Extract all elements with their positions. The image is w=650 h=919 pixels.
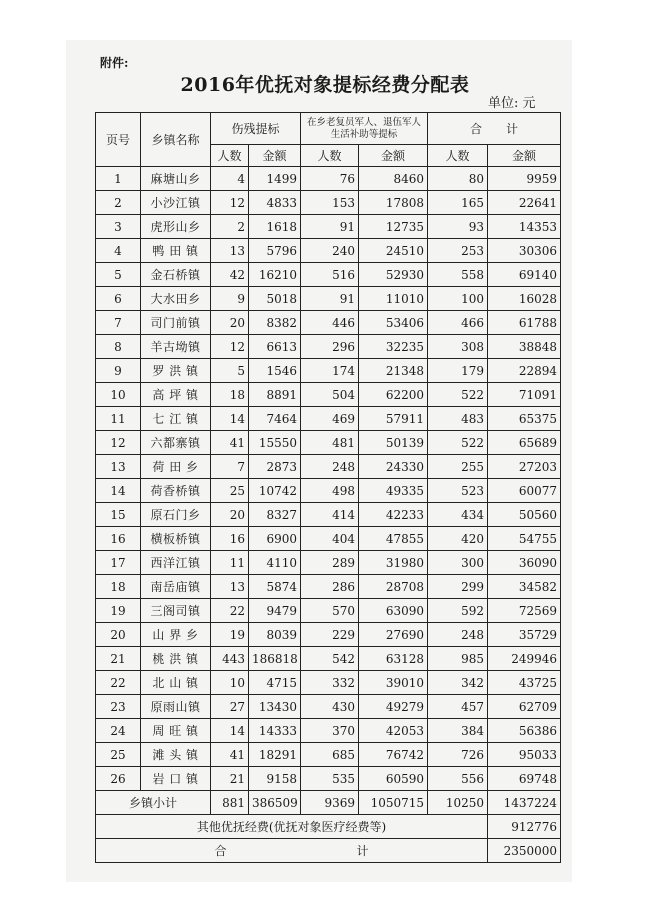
veterans-amount-cell: 31980 bbox=[359, 551, 428, 575]
veterans-people-cell: 469 bbox=[301, 407, 359, 431]
table-row bbox=[96, 191, 561, 215]
veterans-amount-cell: 52930 bbox=[359, 263, 428, 287]
total-people-cell: 93 bbox=[428, 215, 488, 239]
total-people-cell: 255 bbox=[428, 455, 488, 479]
table-row bbox=[96, 695, 561, 719]
total-amount-cell: 65375 bbox=[488, 407, 561, 431]
total-people-cell: 253 bbox=[428, 239, 488, 263]
veterans-people-cell: 174 bbox=[301, 359, 359, 383]
page-no-cell: 2 bbox=[96, 191, 141, 215]
veterans-people-cell: 446 bbox=[301, 311, 359, 335]
veterans-amount-cell: 49335 bbox=[359, 479, 428, 503]
veterans-people-cell: 685 bbox=[301, 743, 359, 767]
veterans-amount-cell: 27690 bbox=[359, 623, 428, 647]
total-people-cell: 100 bbox=[428, 287, 488, 311]
table-row bbox=[96, 383, 561, 407]
header-group-disabled: 伤残提标 bbox=[211, 113, 301, 145]
total-people-cell: 179 bbox=[428, 359, 488, 383]
total-amount-cell: 56386 bbox=[488, 719, 561, 743]
town-name-cell: 司门前镇 bbox=[141, 311, 211, 335]
total-amount-cell: 95033 bbox=[488, 743, 561, 767]
total-people-cell: 523 bbox=[428, 479, 488, 503]
total-amount-cell: 65689 bbox=[488, 431, 561, 455]
town-name-cell: 麻塘山乡 bbox=[141, 167, 211, 191]
veterans-people-cell: 286 bbox=[301, 575, 359, 599]
veterans-amount-cell: 24510 bbox=[359, 239, 428, 263]
page-no-cell: 25 bbox=[96, 743, 141, 767]
town-name-cell: 南岳庙镇 bbox=[141, 575, 211, 599]
town-name-cell: 虎形山乡 bbox=[141, 215, 211, 239]
table-row bbox=[96, 719, 561, 743]
town-name-cell: 大水田乡 bbox=[141, 287, 211, 311]
table-row bbox=[96, 215, 561, 239]
page-no-cell: 26 bbox=[96, 767, 141, 791]
total-amount-cell: 9959 bbox=[488, 167, 561, 191]
disabled-amount-cell: 4110 bbox=[249, 551, 301, 575]
disabled-amount-cell: 1546 bbox=[249, 359, 301, 383]
total-people-cell: 457 bbox=[428, 695, 488, 719]
veterans-amount-cell: 62200 bbox=[359, 383, 428, 407]
total-amount-cell: 22641 bbox=[488, 191, 561, 215]
table-row bbox=[96, 287, 561, 311]
disabled-people-cell: 4 bbox=[211, 167, 249, 191]
page-no-cell: 16 bbox=[96, 527, 141, 551]
other-funding-label: 其他优抚经费(优抚对象医疗经费等) bbox=[96, 815, 488, 839]
total-people-cell: 556 bbox=[428, 767, 488, 791]
veterans-amount-cell: 8460 bbox=[359, 167, 428, 191]
header-group-veterans: 在乡老复员军人、退伍军人生活补助等提标 bbox=[301, 113, 428, 145]
page-no-cell: 3 bbox=[96, 215, 141, 239]
total-amount-cell: 34582 bbox=[488, 575, 561, 599]
disabled-people-cell: 11 bbox=[211, 551, 249, 575]
disabled-amount-cell: 6613 bbox=[249, 335, 301, 359]
allocation-table bbox=[95, 112, 561, 863]
page-no-cell: 23 bbox=[96, 695, 141, 719]
veterans-people-cell: 498 bbox=[301, 479, 359, 503]
veterans-people-cell: 91 bbox=[301, 287, 359, 311]
page-no-cell: 19 bbox=[96, 599, 141, 623]
disabled-amount-cell: 8891 bbox=[249, 383, 301, 407]
total-amount-cell: 43725 bbox=[488, 671, 561, 695]
total-amount-cell: 61788 bbox=[488, 311, 561, 335]
disabled-people-cell: 9 bbox=[211, 287, 249, 311]
total-amount-cell: 38848 bbox=[488, 335, 561, 359]
total-amount-cell: 14353 bbox=[488, 215, 561, 239]
disabled-people-cell: 21 bbox=[211, 767, 249, 791]
attachment-label: 附件: bbox=[100, 56, 129, 70]
table-row bbox=[96, 623, 561, 647]
disabled-amount-cell: 6900 bbox=[249, 527, 301, 551]
page-no-cell: 11 bbox=[96, 407, 141, 431]
veterans-amount-cell: 39010 bbox=[359, 671, 428, 695]
disabled-amount-cell: 4715 bbox=[249, 671, 301, 695]
disabled-amount-cell: 5796 bbox=[249, 239, 301, 263]
disabled-people-cell: 443 bbox=[211, 647, 249, 671]
total-people-cell: 248 bbox=[428, 623, 488, 647]
table-row bbox=[96, 767, 561, 791]
total-amount-cell: 62709 bbox=[488, 695, 561, 719]
disabled-amount-cell: 14333 bbox=[249, 719, 301, 743]
total-people-cell: 308 bbox=[428, 335, 488, 359]
town-name-cell: 鸭 田 镇 bbox=[141, 239, 211, 263]
veterans-people-cell: 535 bbox=[301, 767, 359, 791]
town-name-cell: 西洋江镇 bbox=[141, 551, 211, 575]
veterans-amount-cell: 24330 bbox=[359, 455, 428, 479]
page-no-cell: 9 bbox=[96, 359, 141, 383]
disabled-amount-cell: 1618 bbox=[249, 215, 301, 239]
total-people-cell: 522 bbox=[428, 431, 488, 455]
header-veterans-amount: 金额 bbox=[359, 145, 428, 167]
veterans-people-cell: 289 bbox=[301, 551, 359, 575]
disabled-people-cell: 41 bbox=[211, 431, 249, 455]
page-title: 2016年优抚对象提标经费分配表 bbox=[180, 74, 470, 96]
page-no-cell: 1 bbox=[96, 167, 141, 191]
veterans-amount-cell: 63128 bbox=[359, 647, 428, 671]
disabled-people-cell: 41 bbox=[211, 743, 249, 767]
disabled-people-cell: 14 bbox=[211, 407, 249, 431]
table-row bbox=[96, 263, 561, 287]
page-no-cell: 24 bbox=[96, 719, 141, 743]
table-row bbox=[96, 551, 561, 575]
total-amount-cell: 60077 bbox=[488, 479, 561, 503]
veterans-amount-cell: 50139 bbox=[359, 431, 428, 455]
table-row bbox=[96, 479, 561, 503]
town-name-cell: 滩 头 镇 bbox=[141, 743, 211, 767]
veterans-amount-cell: 17808 bbox=[359, 191, 428, 215]
veterans-people-cell: 504 bbox=[301, 383, 359, 407]
total-people-cell: 558 bbox=[428, 263, 488, 287]
subtotal-label: 乡镇小计 bbox=[96, 791, 211, 815]
page-no-cell: 18 bbox=[96, 575, 141, 599]
total-people-cell: 299 bbox=[428, 575, 488, 599]
town-name-cell: 六都寨镇 bbox=[141, 431, 211, 455]
total-amount-cell: 69140 bbox=[488, 263, 561, 287]
town-name-cell: 原雨山镇 bbox=[141, 695, 211, 719]
total-amount-cell: 35729 bbox=[488, 623, 561, 647]
table-row bbox=[96, 743, 561, 767]
disabled-amount-cell: 15550 bbox=[249, 431, 301, 455]
disabled-amount-cell: 8327 bbox=[249, 503, 301, 527]
disabled-amount-cell: 16210 bbox=[249, 263, 301, 287]
disabled-people-cell: 14 bbox=[211, 719, 249, 743]
veterans-people-cell: 332 bbox=[301, 671, 359, 695]
page-no-cell: 5 bbox=[96, 263, 141, 287]
veterans-amount-cell: 28708 bbox=[359, 575, 428, 599]
veterans-amount-cell: 11010 bbox=[359, 287, 428, 311]
town-name-cell: 羊古坳镇 bbox=[141, 335, 211, 359]
disabled-people-cell: 2 bbox=[211, 215, 249, 239]
town-name-cell: 荷 田 乡 bbox=[141, 455, 211, 479]
disabled-people-cell: 13 bbox=[211, 575, 249, 599]
page-no-cell: 12 bbox=[96, 431, 141, 455]
veterans-amount-cell: 76742 bbox=[359, 743, 428, 767]
table-row bbox=[96, 359, 561, 383]
page-no-cell: 21 bbox=[96, 647, 141, 671]
table-row bbox=[96, 503, 561, 527]
total-amount-cell: 71091 bbox=[488, 383, 561, 407]
header-town-name: 乡镇名称 bbox=[141, 113, 211, 167]
veterans-people-cell: 240 bbox=[301, 239, 359, 263]
total-amount-cell: 249946 bbox=[488, 647, 561, 671]
disabled-amount-cell: 186818 bbox=[249, 647, 301, 671]
veterans-people-cell: 570 bbox=[301, 599, 359, 623]
table-row bbox=[96, 455, 561, 479]
page-no-cell: 22 bbox=[96, 671, 141, 695]
grand-total-amount: 2350000 bbox=[488, 839, 561, 863]
total-people-cell: 80 bbox=[428, 167, 488, 191]
other-funding-amount: 912776 bbox=[488, 815, 561, 839]
page-no-cell: 8 bbox=[96, 335, 141, 359]
table-row bbox=[96, 647, 561, 671]
disabled-people-cell: 13 bbox=[211, 239, 249, 263]
veterans-amount-cell: 53406 bbox=[359, 311, 428, 335]
page-no-cell: 17 bbox=[96, 551, 141, 575]
disabled-amount-cell: 2873 bbox=[249, 455, 301, 479]
town-name-cell: 七 江 镇 bbox=[141, 407, 211, 431]
disabled-amount-cell: 7464 bbox=[249, 407, 301, 431]
veterans-amount-cell: 12735 bbox=[359, 215, 428, 239]
veterans-people-cell: 91 bbox=[301, 215, 359, 239]
total-amount-cell: 50560 bbox=[488, 503, 561, 527]
table-row bbox=[96, 239, 561, 263]
disabled-amount-cell: 13430 bbox=[249, 695, 301, 719]
total-people-cell: 466 bbox=[428, 311, 488, 335]
veterans-amount-cell: 63090 bbox=[359, 599, 428, 623]
table-row bbox=[96, 599, 561, 623]
disabled-amount-cell: 5874 bbox=[249, 575, 301, 599]
veterans-amount-cell: 49279 bbox=[359, 695, 428, 719]
other-funding-row bbox=[96, 815, 561, 839]
total-people-cell: 434 bbox=[428, 503, 488, 527]
grand-total-row bbox=[96, 839, 561, 863]
disabled-amount-cell: 9479 bbox=[249, 599, 301, 623]
unit-label: 单位: 元 bbox=[488, 96, 536, 111]
disabled-people-cell: 25 bbox=[211, 479, 249, 503]
total-amount-cell: 30306 bbox=[488, 239, 561, 263]
total-amount-cell: 72569 bbox=[488, 599, 561, 623]
table-row bbox=[96, 167, 561, 191]
page-no-cell: 20 bbox=[96, 623, 141, 647]
veterans-amount-cell: 32235 bbox=[359, 335, 428, 359]
disabled-people-cell: 10 bbox=[211, 671, 249, 695]
page-no-cell: 4 bbox=[96, 239, 141, 263]
page-no-cell: 14 bbox=[96, 479, 141, 503]
town-name-cell: 高 坪 镇 bbox=[141, 383, 211, 407]
veterans-people-cell: 296 bbox=[301, 335, 359, 359]
disabled-amount-cell: 4833 bbox=[249, 191, 301, 215]
total-people-cell: 483 bbox=[428, 407, 488, 431]
veterans-people-cell: 370 bbox=[301, 719, 359, 743]
header-row-1 bbox=[96, 113, 561, 145]
total-people-cell: 420 bbox=[428, 527, 488, 551]
total-people-cell: 165 bbox=[428, 191, 488, 215]
table-row bbox=[96, 575, 561, 599]
page-no-cell: 6 bbox=[96, 287, 141, 311]
table-row bbox=[96, 431, 561, 455]
veterans-amount-cell: 47855 bbox=[359, 527, 428, 551]
town-name-cell: 金石桥镇 bbox=[141, 263, 211, 287]
veterans-people-cell: 76 bbox=[301, 167, 359, 191]
subtotal-row bbox=[96, 791, 561, 815]
veterans-people-cell: 542 bbox=[301, 647, 359, 671]
total-people-cell: 384 bbox=[428, 719, 488, 743]
disabled-amount-cell: 18291 bbox=[249, 743, 301, 767]
header-disabled-people: 人数 bbox=[211, 145, 249, 167]
disabled-people-cell: 20 bbox=[211, 503, 249, 527]
town-name-cell: 荷香桥镇 bbox=[141, 479, 211, 503]
header-total-amount: 金额 bbox=[488, 145, 561, 167]
total-people-cell: 300 bbox=[428, 551, 488, 575]
total-amount-cell: 27203 bbox=[488, 455, 561, 479]
disabled-people-cell: 20 bbox=[211, 311, 249, 335]
veterans-people-cell: 516 bbox=[301, 263, 359, 287]
page-no-cell: 10 bbox=[96, 383, 141, 407]
disabled-people-cell: 12 bbox=[211, 335, 249, 359]
town-name-cell: 罗 洪 镇 bbox=[141, 359, 211, 383]
town-name-cell: 原石门乡 bbox=[141, 503, 211, 527]
veterans-people-cell: 481 bbox=[301, 431, 359, 455]
town-name-cell: 周 旺 镇 bbox=[141, 719, 211, 743]
table-row bbox=[96, 527, 561, 551]
town-name-cell: 三阁司镇 bbox=[141, 599, 211, 623]
total-people-cell: 985 bbox=[428, 647, 488, 671]
subtotal-t-people-cell: 10250 bbox=[428, 791, 488, 815]
total-people-cell: 522 bbox=[428, 383, 488, 407]
header-page-no: 页号 bbox=[96, 113, 141, 167]
disabled-amount-cell: 1499 bbox=[249, 167, 301, 191]
subtotal-d-amount-cell: 386509 bbox=[249, 791, 301, 815]
veterans-people-cell: 404 bbox=[301, 527, 359, 551]
veterans-amount-cell: 42053 bbox=[359, 719, 428, 743]
disabled-people-cell: 27 bbox=[211, 695, 249, 719]
veterans-people-cell: 430 bbox=[301, 695, 359, 719]
total-people-cell: 592 bbox=[428, 599, 488, 623]
subtotal-v-people-cell: 9369 bbox=[301, 791, 359, 815]
disabled-amount-cell: 5018 bbox=[249, 287, 301, 311]
total-amount-cell: 54755 bbox=[488, 527, 561, 551]
table-row bbox=[96, 407, 561, 431]
subtotal-d-people-cell: 881 bbox=[211, 791, 249, 815]
page-no-cell: 7 bbox=[96, 311, 141, 335]
header-disabled-amount: 金额 bbox=[249, 145, 301, 167]
total-people-cell: 342 bbox=[428, 671, 488, 695]
disabled-people-cell: 5 bbox=[211, 359, 249, 383]
grand-total-label-right: 计 bbox=[356, 844, 369, 858]
town-name-cell: 北 山 镇 bbox=[141, 671, 211, 695]
grand-total-label bbox=[96, 839, 488, 863]
total-amount-cell: 22894 bbox=[488, 359, 561, 383]
total-amount-cell: 16028 bbox=[488, 287, 561, 311]
table-row bbox=[96, 311, 561, 335]
disabled-amount-cell: 10742 bbox=[249, 479, 301, 503]
total-people-cell: 726 bbox=[428, 743, 488, 767]
total-amount-cell: 69748 bbox=[488, 767, 561, 791]
veterans-amount-cell: 21348 bbox=[359, 359, 428, 383]
disabled-people-cell: 7 bbox=[211, 455, 249, 479]
town-name-cell: 桃 洪 镇 bbox=[141, 647, 211, 671]
grand-total-label-left: 合 bbox=[214, 844, 227, 858]
veterans-amount-cell: 60590 bbox=[359, 767, 428, 791]
town-name-cell: 小沙江镇 bbox=[141, 191, 211, 215]
disabled-people-cell: 19 bbox=[211, 623, 249, 647]
town-name-cell: 横板桥镇 bbox=[141, 527, 211, 551]
disabled-amount-cell: 8039 bbox=[249, 623, 301, 647]
table-row bbox=[96, 335, 561, 359]
veterans-people-cell: 248 bbox=[301, 455, 359, 479]
disabled-amount-cell: 8382 bbox=[249, 311, 301, 335]
disabled-amount-cell: 9158 bbox=[249, 767, 301, 791]
total-amount-cell: 36090 bbox=[488, 551, 561, 575]
header-group-total: 合 计 bbox=[428, 113, 561, 145]
subtotal-t-amount-cell: 1437224 bbox=[488, 791, 561, 815]
veterans-amount-cell: 42233 bbox=[359, 503, 428, 527]
disabled-people-cell: 12 bbox=[211, 191, 249, 215]
town-name-cell: 山 界 乡 bbox=[141, 623, 211, 647]
town-name-cell: 岩 口 镇 bbox=[141, 767, 211, 791]
header-veterans-people: 人数 bbox=[301, 145, 359, 167]
page-no-cell: 15 bbox=[96, 503, 141, 527]
page-no-cell: 13 bbox=[96, 455, 141, 479]
disabled-people-cell: 16 bbox=[211, 527, 249, 551]
veterans-people-cell: 414 bbox=[301, 503, 359, 527]
veterans-people-cell: 153 bbox=[301, 191, 359, 215]
disabled-people-cell: 42 bbox=[211, 263, 249, 287]
subtotal-v-amount-cell: 1050715 bbox=[359, 791, 428, 815]
table-row bbox=[96, 671, 561, 695]
header-total-people: 人数 bbox=[428, 145, 488, 167]
disabled-people-cell: 22 bbox=[211, 599, 249, 623]
veterans-people-cell: 229 bbox=[301, 623, 359, 647]
veterans-amount-cell: 57911 bbox=[359, 407, 428, 431]
disabled-people-cell: 18 bbox=[211, 383, 249, 407]
